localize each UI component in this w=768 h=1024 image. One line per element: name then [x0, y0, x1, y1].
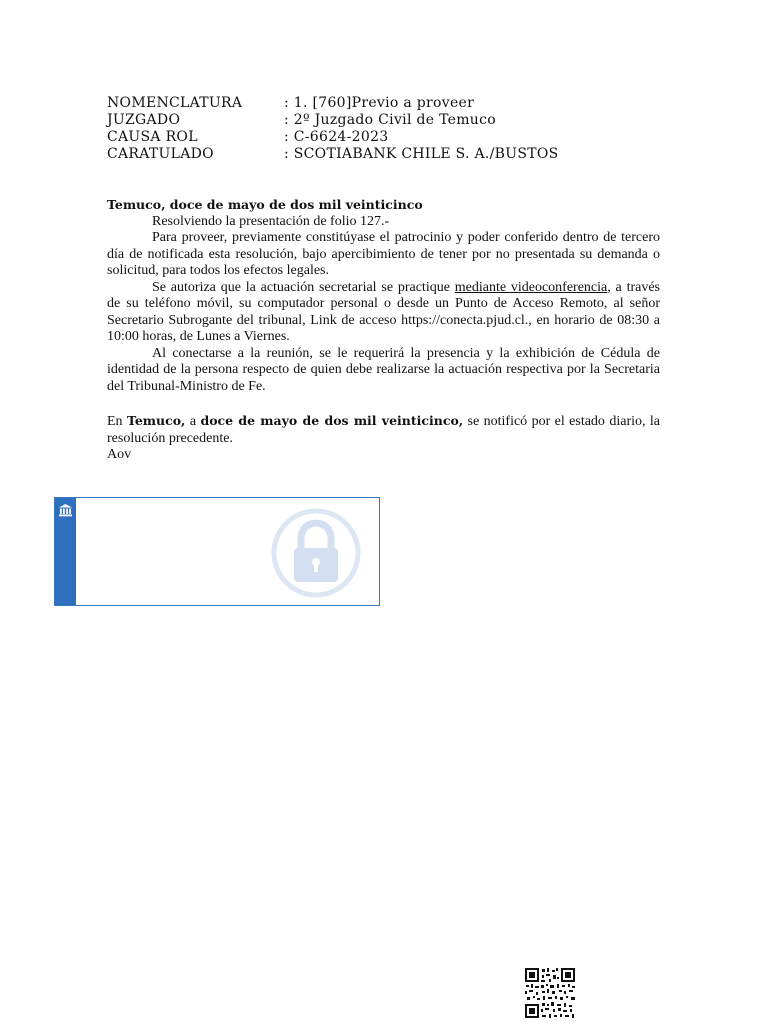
notification-text: a — [185, 414, 201, 429]
resolution-date: Temuco, doce de mayo de dos mil veinticinco — [107, 197, 423, 212]
clerk-initials: Aov — [107, 447, 132, 462]
header-row-causa-rol — [107, 129, 559, 146]
header-label: NOMENCLATURA — [107, 95, 243, 111]
header-value: : C-6624-2023 — [284, 129, 389, 145]
header-value: : 2º Juzgado Civil de Temuco — [284, 112, 496, 128]
courthouse-icon — [58, 503, 73, 517]
resolution-paragraph-1: Resolviendo la presentación de folio 127.- — [152, 213, 390, 229]
paragraph-text: , a través de su teléfono móvil, su computador personal o desde un Punto de Acceso Remoto, al señor Secretario Subrogante del tribunal, Link de acceso https://conecta.pjud.cl., en horario de 08:30 a 10:00 horas, de Lunes a Viernes. — [107, 279, 660, 344]
header-row-nomenclatura — [107, 95, 559, 112]
header-value: : SCOTIABANK CHILE S. A./BUSTOS — [284, 146, 559, 162]
videoconference-text: mediante videoconferencia — [454, 279, 608, 295]
resolution-body — [107, 197, 660, 464]
qr-code — [524, 967, 576, 1019]
resolution-paragraph-3 — [107, 280, 660, 346]
electronic-signature-box — [54, 497, 380, 606]
case-header — [107, 95, 559, 163]
header-row-caratulado — [107, 146, 559, 163]
header-label: CAUSA ROL — [107, 129, 198, 145]
header-label: CARATULADO — [107, 146, 214, 162]
lock-icon — [267, 508, 365, 598]
notification-text: En — [107, 414, 127, 429]
notification-paragraph — [107, 413, 660, 447]
notification-text: se notificó por el estado diario, la resolución precedente. — [107, 414, 661, 446]
signature-sidebar — [55, 498, 76, 605]
header-label: JUZGADO — [107, 112, 181, 128]
header-row-juzgado — [107, 112, 559, 129]
notification-date: doce de mayo de dos mil veinticinco, — [200, 413, 464, 428]
resolution-paragraph-4: Al conectarse a la reunión, se le requerirá la presencia y la exhibición de Cédula de identidad de la persona respecto de quien debe realizarse la actuación respectiva por la Secretaria del Tribunal-Ministro de Fe. — [107, 345, 660, 394]
header-value: : 1. [760]Previo a proveer — [284, 95, 475, 111]
notification-city: Temuco, — [126, 413, 186, 428]
resolution-paragraph-2: Para proveer, previamente constitúyase el patrocinio y poder conferido dentro de tercero día de notificada esta resolución, bajo apercibimiento de tener por no presentada su demanda o solicitud, para todos los efectos legales. — [107, 230, 660, 278]
paragraph-text: Se autoriza que la actuación secretarial se practique — [152, 279, 455, 295]
